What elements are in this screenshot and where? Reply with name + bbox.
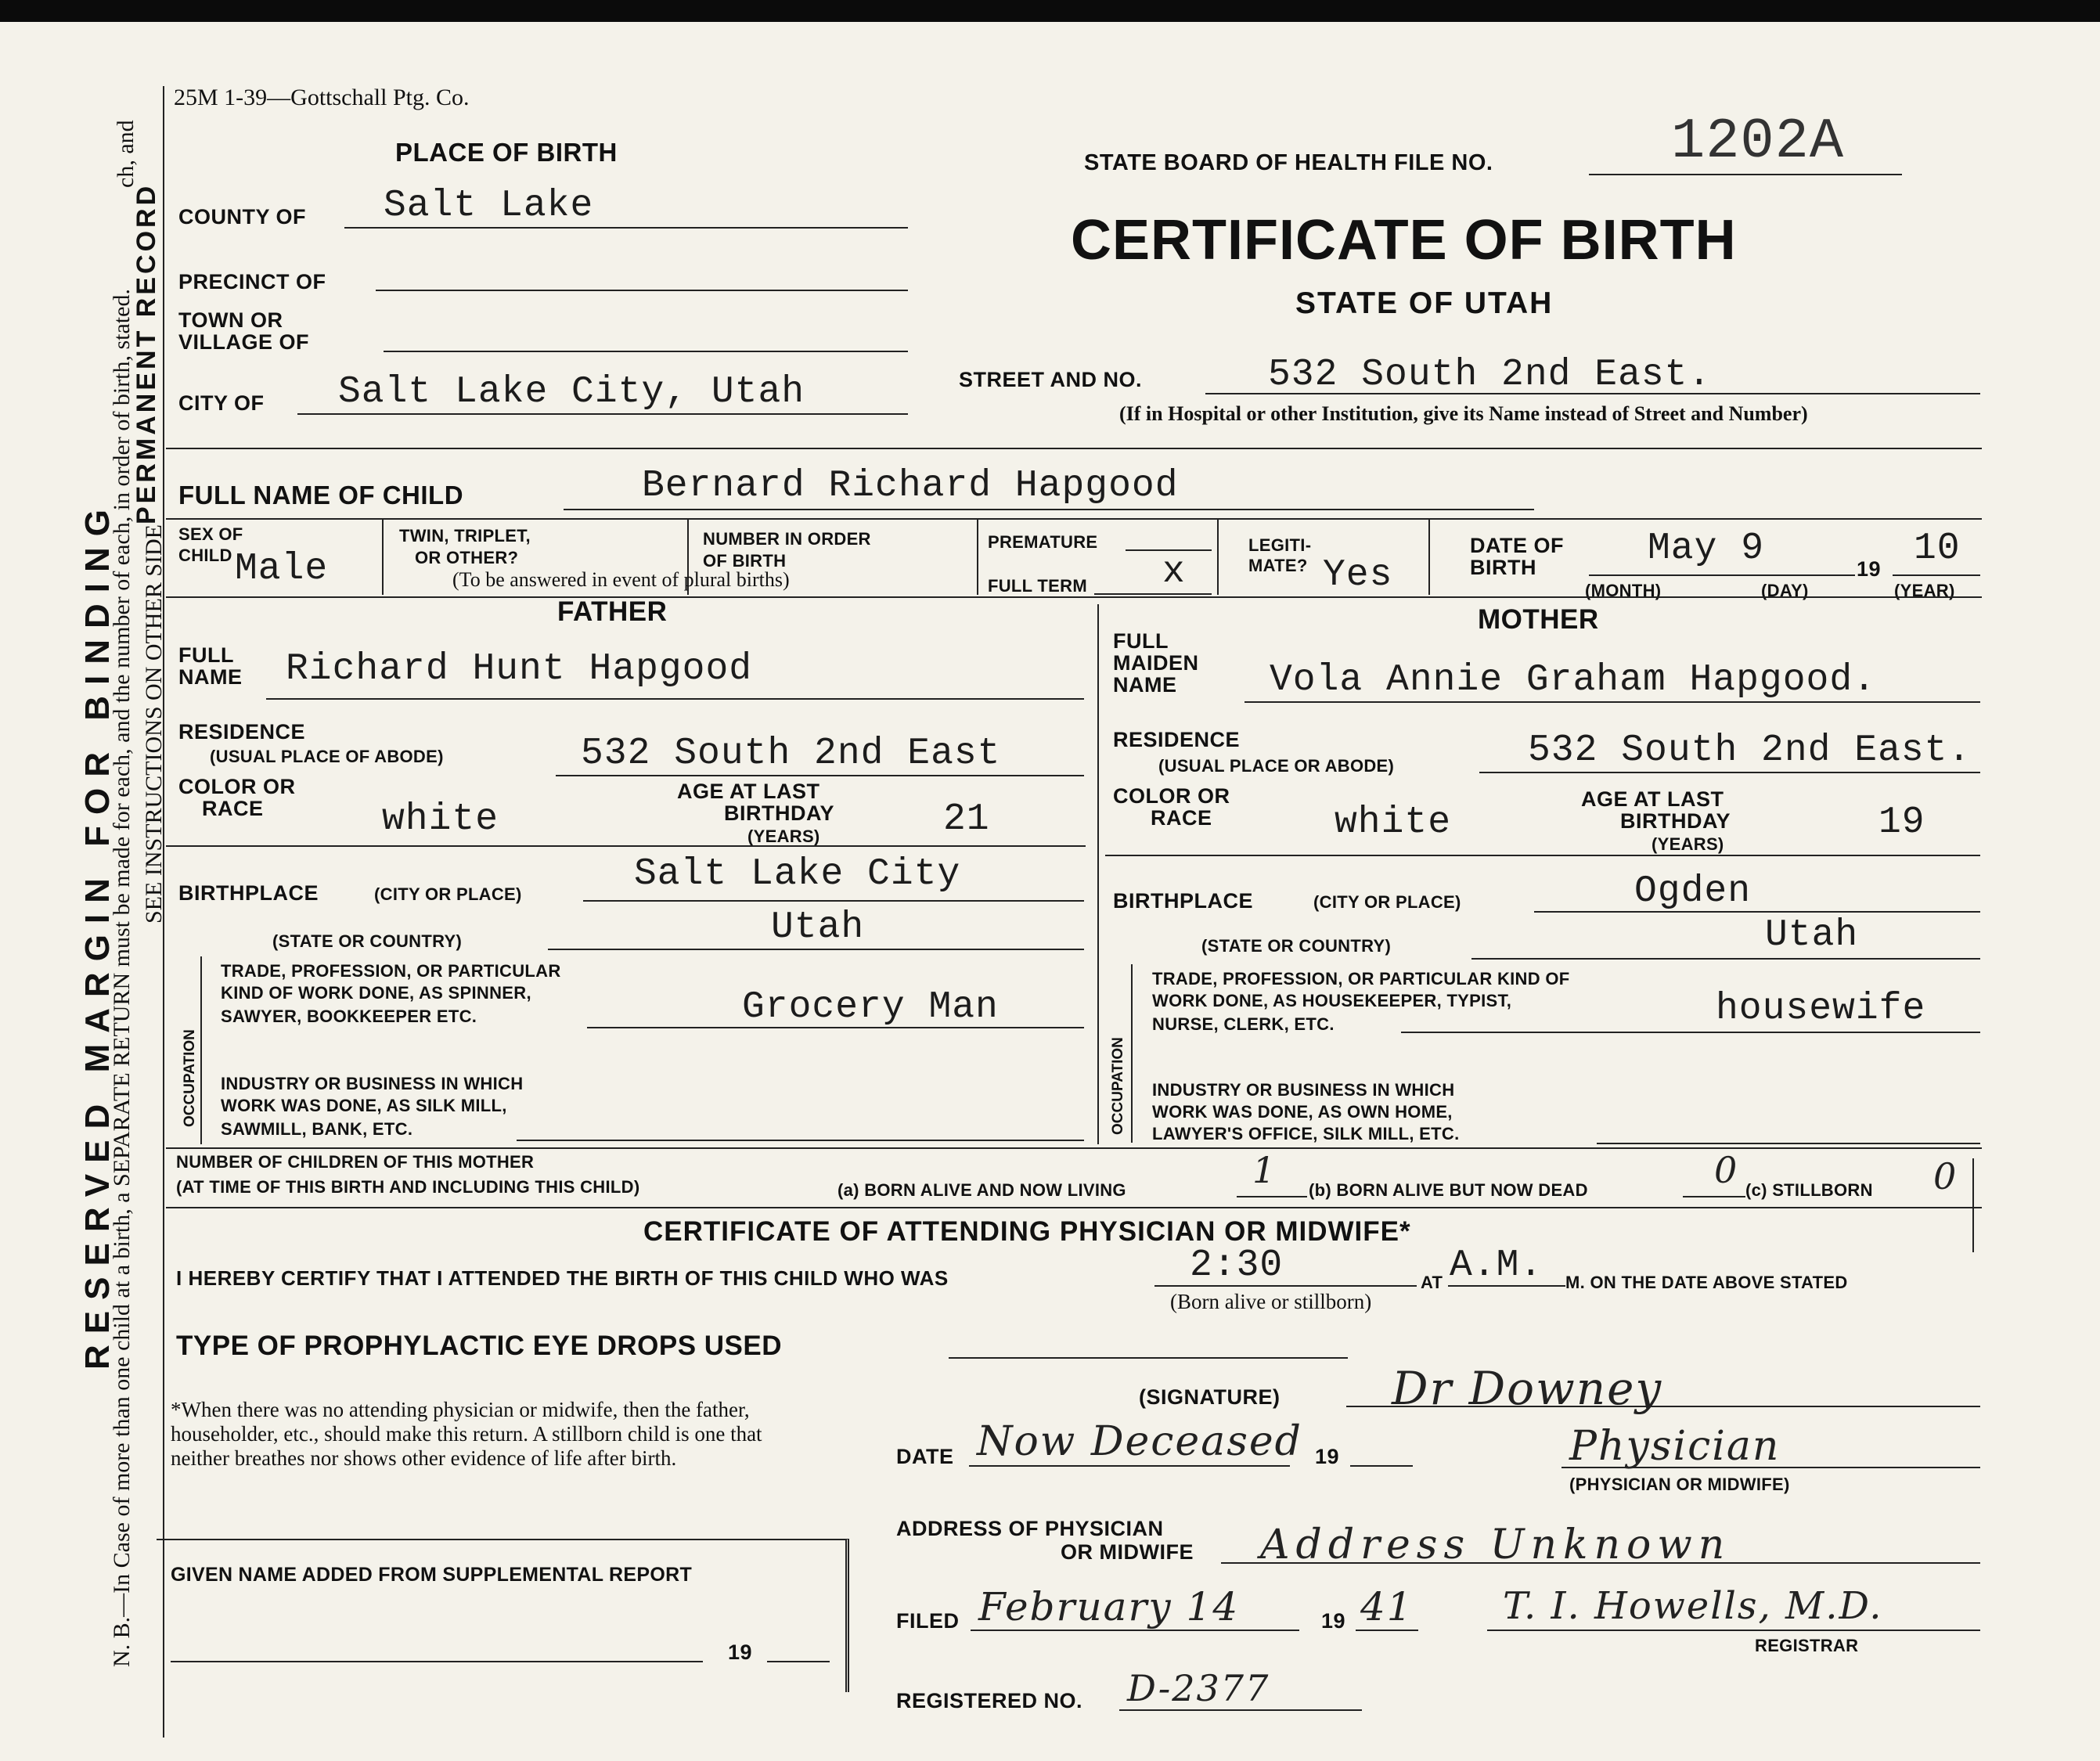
father-industry-line <box>517 1140 1084 1141</box>
mother-name-label-1: FULL <box>1113 629 1169 653</box>
father-trade-label-1: TRADE, PROFESSION, OR PARTICULAR <box>221 961 561 981</box>
twin-label-1: TWIN, TRIPLET, <box>399 526 531 546</box>
father-color-label-1: COLOR OR <box>178 775 296 798</box>
certificate-subtitle: STATE OF UTAH <box>1295 286 1554 320</box>
mother-birthplace-city: Ogden <box>1634 870 1752 913</box>
children-alive-label: (a) BORN ALIVE AND NOW LIVING <box>837 1180 1126 1200</box>
supplemental-box <box>157 1539 849 1692</box>
father-industry-label-2: WORK WAS DONE, AS SILK MILL, <box>221 1096 507 1115</box>
mother-residence: 532 South 2nd East. <box>1528 729 1972 772</box>
precinct-line <box>376 290 908 291</box>
children-alive: 1 <box>1252 1149 1277 1191</box>
day-label: (DAY) <box>1761 581 1809 600</box>
children-label-2: (AT TIME OF THIS BIRTH AND INCLUDING THIS CHILD) <box>176 1177 640 1197</box>
registered-line <box>1119 1709 1362 1711</box>
father-name-label-2: NAME <box>178 665 243 689</box>
dob-line <box>1589 574 1855 576</box>
filed-date-line <box>971 1630 1299 1631</box>
street-value: 532 South 2nd East. <box>1268 354 1712 396</box>
children-stillborn-label: (c) STILLBORN <box>1745 1180 1873 1200</box>
meridiem: A.M. <box>1450 1244 1543 1287</box>
physician-address: Address Unknown <box>1260 1522 1731 1568</box>
father-heading: FATHER <box>557 596 668 627</box>
sex-label-2: CHILD <box>178 546 232 565</box>
registrar-label: REGISTRAR <box>1755 1636 1859 1655</box>
full-term-mark: x <box>1162 551 1186 593</box>
mother-years-label: (YEARS) <box>1652 834 1724 854</box>
cell-divider-4 <box>1217 520 1219 595</box>
birth-time: 2:30 <box>1190 1244 1284 1287</box>
year-label: (YEAR) <box>1894 581 1955 600</box>
supplemental-label: GIVEN NAME ADDED FROM SUPPLEMENTAL REPORT <box>171 1564 693 1586</box>
mother-name-label-2: MAIDEN <box>1113 651 1199 675</box>
signature-line <box>1346 1406 1980 1407</box>
mother-color-label-1: COLOR OR <box>1113 784 1230 808</box>
supplemental-century: 19 <box>728 1640 753 1664</box>
children-alive-line <box>1237 1196 1307 1197</box>
address-label-2: OR MIDWIFE <box>1061 1540 1194 1564</box>
signature-label: (SIGNATURE) <box>1139 1385 1281 1409</box>
county-line <box>344 227 908 229</box>
certificate-title: CERTIFICATE OF BIRTH <box>1071 209 1737 272</box>
dob-century: 19 <box>1857 557 1882 581</box>
sex-label-1: SEX OF <box>178 524 243 544</box>
city-label: CITY OF <box>178 391 265 415</box>
cell-divider-3 <box>977 520 978 595</box>
city-value: Salt Lake City, Utah <box>338 371 805 413</box>
filed-century: 19 <box>1321 1609 1346 1633</box>
dob-year-line <box>1893 574 1980 576</box>
mother-trade-label-3: NURSE, CLERK, ETC. <box>1152 1014 1335 1034</box>
children-dead-label: (b) BORN ALIVE BUT NOW DEAD <box>1309 1180 1588 1200</box>
father-color-label-2: RACE <box>202 797 264 820</box>
city-line <box>297 413 908 415</box>
street-label: STREET AND NO. <box>959 368 1143 391</box>
state-board-file-label: STATE BOARD OF HEALTH FILE NO. <box>1084 150 1493 175</box>
village-line <box>384 351 908 352</box>
sex-value: Male <box>235 548 329 590</box>
father-color-line <box>166 845 1086 847</box>
registered-label: REGISTERED NO. <box>896 1689 1083 1712</box>
town-label: TOWN OR <box>178 308 283 332</box>
date-year-line <box>1350 1465 1413 1467</box>
children-dead: 0 <box>1714 1149 1739 1191</box>
father-age: 21 <box>943 798 990 841</box>
father-residence-line <box>556 775 1084 776</box>
divider-child-row-bottom <box>166 596 1982 598</box>
father-color: white <box>382 798 499 841</box>
mother-trade-label-2: WORK DONE, AS HOUSEKEEPER, TYPIST, <box>1152 991 1512 1010</box>
physician-heading: CERTIFICATE OF ATTENDING PHYSICIAN OR MIDWIFE* <box>643 1216 1411 1247</box>
mother-state-label: (STATE OR COUNTRY) <box>1201 936 1392 956</box>
street-line <box>1205 393 1980 394</box>
mother-color: white <box>1335 801 1452 844</box>
record-label: PERMANENT RECORD <box>131 182 161 524</box>
scan-top-edge <box>0 0 2100 22</box>
father-birthplace-city: Salt Lake City <box>634 853 961 895</box>
mother-age-label-2: BIRTHDAY <box>1620 809 1731 833</box>
dob-year: 10 <box>1914 528 1961 570</box>
father-industry-label-1: INDUSTRY OR BUSINESS IN WHICH <box>221 1074 524 1093</box>
birth-time-line <box>1154 1285 1417 1287</box>
order-label-1: NUMBER IN ORDER <box>703 529 871 549</box>
mother-trade-label-1: TRADE, PROFESSION, OR PARTICULAR KIND OF <box>1152 969 1570 989</box>
reserved-margin-label: RESERVED MARGIN FOR BINDING <box>78 498 117 1370</box>
mother-age-label-1: AGE AT LAST <box>1581 787 1724 811</box>
father-birthplace-label: BIRTHPLACE <box>178 881 319 905</box>
mother-residence-line <box>1479 772 1980 773</box>
mother-name-line <box>1245 701 1980 703</box>
hospital-note: (If in Hospital or other Institution, give its Name instead of Street and Number) <box>1119 402 1808 425</box>
father-occupation-side-label: OCCUPATION <box>182 1029 198 1127</box>
physician-title-label: (PHYSICIAN OR MIDWIFE) <box>1569 1475 1790 1494</box>
supplemental-year-line <box>767 1661 830 1662</box>
legitimate-label-1: LEGITI- <box>1248 535 1312 555</box>
filed-date: February 14 <box>978 1584 1240 1630</box>
legitimate-label-2: MATE? <box>1248 556 1308 575</box>
address-line <box>1221 1562 1980 1564</box>
precinct-label: PRECINCT OF <box>178 270 326 294</box>
mother-color-label-2: RACE <box>1151 806 1212 830</box>
place-of-birth-heading: PLACE OF BIRTH <box>395 138 618 167</box>
eye-drops-label: TYPE OF PROPHYLACTIC EYE DROPS USED <box>176 1331 782 1361</box>
date-value: Now Deceased <box>977 1418 1302 1465</box>
village-label: VILLAGE OF <box>178 330 309 354</box>
registrar-signature: T. I. Howells, M.D. <box>1503 1584 1883 1628</box>
mother-industry-label-3: LAWYER'S OFFICE, SILK MILL, ETC. <box>1152 1124 1460 1143</box>
mother-name-label-3: NAME <box>1113 673 1177 697</box>
children-stillborn: 0 <box>1933 1155 1958 1197</box>
mother-trade-line <box>1401 1032 1980 1033</box>
filed-year-line <box>1356 1630 1418 1631</box>
county-value: Salt Lake <box>384 185 594 227</box>
mother-name: Vola Annie Graham Hapgood. <box>1270 659 1876 701</box>
physician-title: Physician <box>1569 1423 1781 1470</box>
father-city-place-label: (CITY OR PLACE) <box>374 884 522 904</box>
father-state-line <box>548 949 1084 950</box>
father-abode-label: (USUAL PLACE OF ABODE) <box>210 747 444 766</box>
father-trade: Grocery Man <box>742 986 999 1028</box>
date-label: DATE <box>896 1445 954 1468</box>
parent-column-divider <box>1097 604 1099 1144</box>
mother-city-place-label: (CITY OR PLACE) <box>1313 892 1461 912</box>
at-label: AT <box>1421 1273 1443 1292</box>
mother-birthplace-line <box>1534 911 1980 913</box>
mother-industry-label-2: WORK WAS DONE, AS OWN HOME, <box>1152 1102 1453 1122</box>
father-age-label-1: AGE AT LAST <box>677 780 820 803</box>
father-industry-label-3: SAWMILL, BANK, ETC. <box>221 1119 413 1139</box>
mother-residence-label: RESIDENCE <box>1113 728 1241 751</box>
nb-note: N. B.—In Case of more than one child at a birth, a SEPARATE RETURN must be made for each, and the number of each, in order of birth, stated. <box>109 289 135 1667</box>
file-number-line <box>1589 174 1902 175</box>
month-label: (MONTH) <box>1585 581 1662 600</box>
physician-title-line <box>1561 1467 1980 1468</box>
child-name: Bernard Richard Hapgood <box>642 465 1179 507</box>
right-frame-fragment <box>1972 1158 1974 1252</box>
dob-label-2: BIRTH <box>1470 556 1536 579</box>
instructions-note: SEE INSTRUCTIONS ON OTHER SIDE <box>141 524 167 924</box>
mother-state-line <box>1471 958 1980 960</box>
left-frame-line <box>163 86 164 1738</box>
twin-label-2: OR OTHER? <box>415 548 519 567</box>
mother-industry-label-1: INDUSTRY OR BUSINESS IN WHICH <box>1152 1080 1455 1100</box>
father-birthplace-line <box>583 900 1084 902</box>
divider-child-row-top <box>166 518 1982 520</box>
printer-line: 25M 1-39—Gottschall Ptg. Co. <box>174 85 470 110</box>
cell-divider-1 <box>382 520 384 595</box>
father-birthplace-state: Utah <box>771 906 865 949</box>
filed-label: FILED <box>896 1609 960 1633</box>
divider-children <box>166 1147 1982 1149</box>
date-line <box>969 1465 1290 1467</box>
date-above-stated: M. ON THE DATE ABOVE STATED <box>1565 1273 1848 1292</box>
father-occupation-bracket <box>200 956 202 1144</box>
order-label-2: OF BIRTH <box>703 551 787 571</box>
child-name-label: FULL NAME OF CHILD <box>178 481 464 510</box>
nb-note-fragment: ch, and <box>113 120 139 188</box>
father-trade-label-2: KIND OF WORK DONE, AS SPINNER, <box>221 983 531 1003</box>
cell-divider-5 <box>1428 520 1430 595</box>
supplemental-line <box>171 1661 703 1662</box>
father-trade-label-3: SAWYER, BOOKKEEPER ETC. <box>221 1007 477 1026</box>
registered-number: D-2377 <box>1127 1667 1270 1709</box>
mother-occupation-label: OCCUPATION <box>1110 1037 1126 1135</box>
father-residence: 532 South 2nd East <box>581 733 1001 775</box>
dob-month-day: May 9 <box>1648 528 1765 570</box>
father-age-label-2: BIRTHDAY <box>724 801 835 825</box>
physician-signature: Dr Downey <box>1392 1362 1663 1415</box>
father-trade-line <box>587 1027 1084 1028</box>
father-name-label-1: FULL <box>178 643 234 667</box>
full-term-label: FULL TERM <box>988 576 1087 596</box>
county-label: COUNTY OF <box>178 205 307 229</box>
plural-note: (To be answered in event of plural births) <box>452 568 790 591</box>
mother-color-line <box>1105 855 1980 856</box>
divider-place <box>166 448 1982 449</box>
physician-footnote: *When there was no attending physician or midwife, then the father, householder, etc., should make this return. A stillborn child is one that neither breathes nor shows other evidence of life after birth. <box>171 1398 762 1470</box>
father-state-label: (STATE OR COUNTRY) <box>272 931 463 951</box>
mother-age: 19 <box>1878 801 1925 844</box>
divider-physician <box>166 1207 1982 1208</box>
premature-label: PREMATURE <box>988 532 1098 552</box>
father-name: Richard Hunt Hapgood <box>286 648 753 690</box>
eye-drops-line <box>949 1357 1348 1359</box>
father-residence-label: RESIDENCE <box>178 720 306 744</box>
dob-label-1: DATE OF <box>1470 534 1564 557</box>
address-label-1: ADDRESS OF PHYSICIAN <box>896 1517 1164 1540</box>
registrar-line <box>1487 1630 1980 1631</box>
mother-birthplace-state: Utah <box>1765 914 1859 956</box>
legitimate-value: Yes <box>1323 554 1393 596</box>
file-number: 1202A <box>1671 110 1845 174</box>
mother-industry-line <box>1597 1143 1980 1144</box>
mother-heading: MOTHER <box>1478 604 1599 635</box>
date-century: 19 <box>1315 1445 1340 1468</box>
children-label-1: NUMBER OF CHILDREN OF THIS MOTHER <box>176 1152 535 1172</box>
father-name-line <box>266 698 1084 700</box>
meridiem-line <box>1448 1285 1565 1287</box>
born-alive-note: (Born alive or stillborn) <box>1170 1290 1372 1313</box>
mother-birthplace-label: BIRTHPLACE <box>1113 889 1253 913</box>
child-name-line <box>564 509 1534 510</box>
filed-year: 41 <box>1360 1584 1414 1630</box>
mother-trade: housewife <box>1716 988 1926 1030</box>
children-dead-line <box>1683 1196 1745 1197</box>
father-years-label: (YEARS) <box>747 826 820 846</box>
certify-text: I HEREBY CERTIFY THAT I ATTENDED THE BIRTH OF THIS CHILD WHO WAS <box>176 1266 949 1290</box>
full-term-line <box>1094 593 1212 595</box>
mother-occupation-bracket <box>1131 964 1133 1143</box>
mother-abode-label: (USUAL PLACE OR ABODE) <box>1158 756 1395 776</box>
